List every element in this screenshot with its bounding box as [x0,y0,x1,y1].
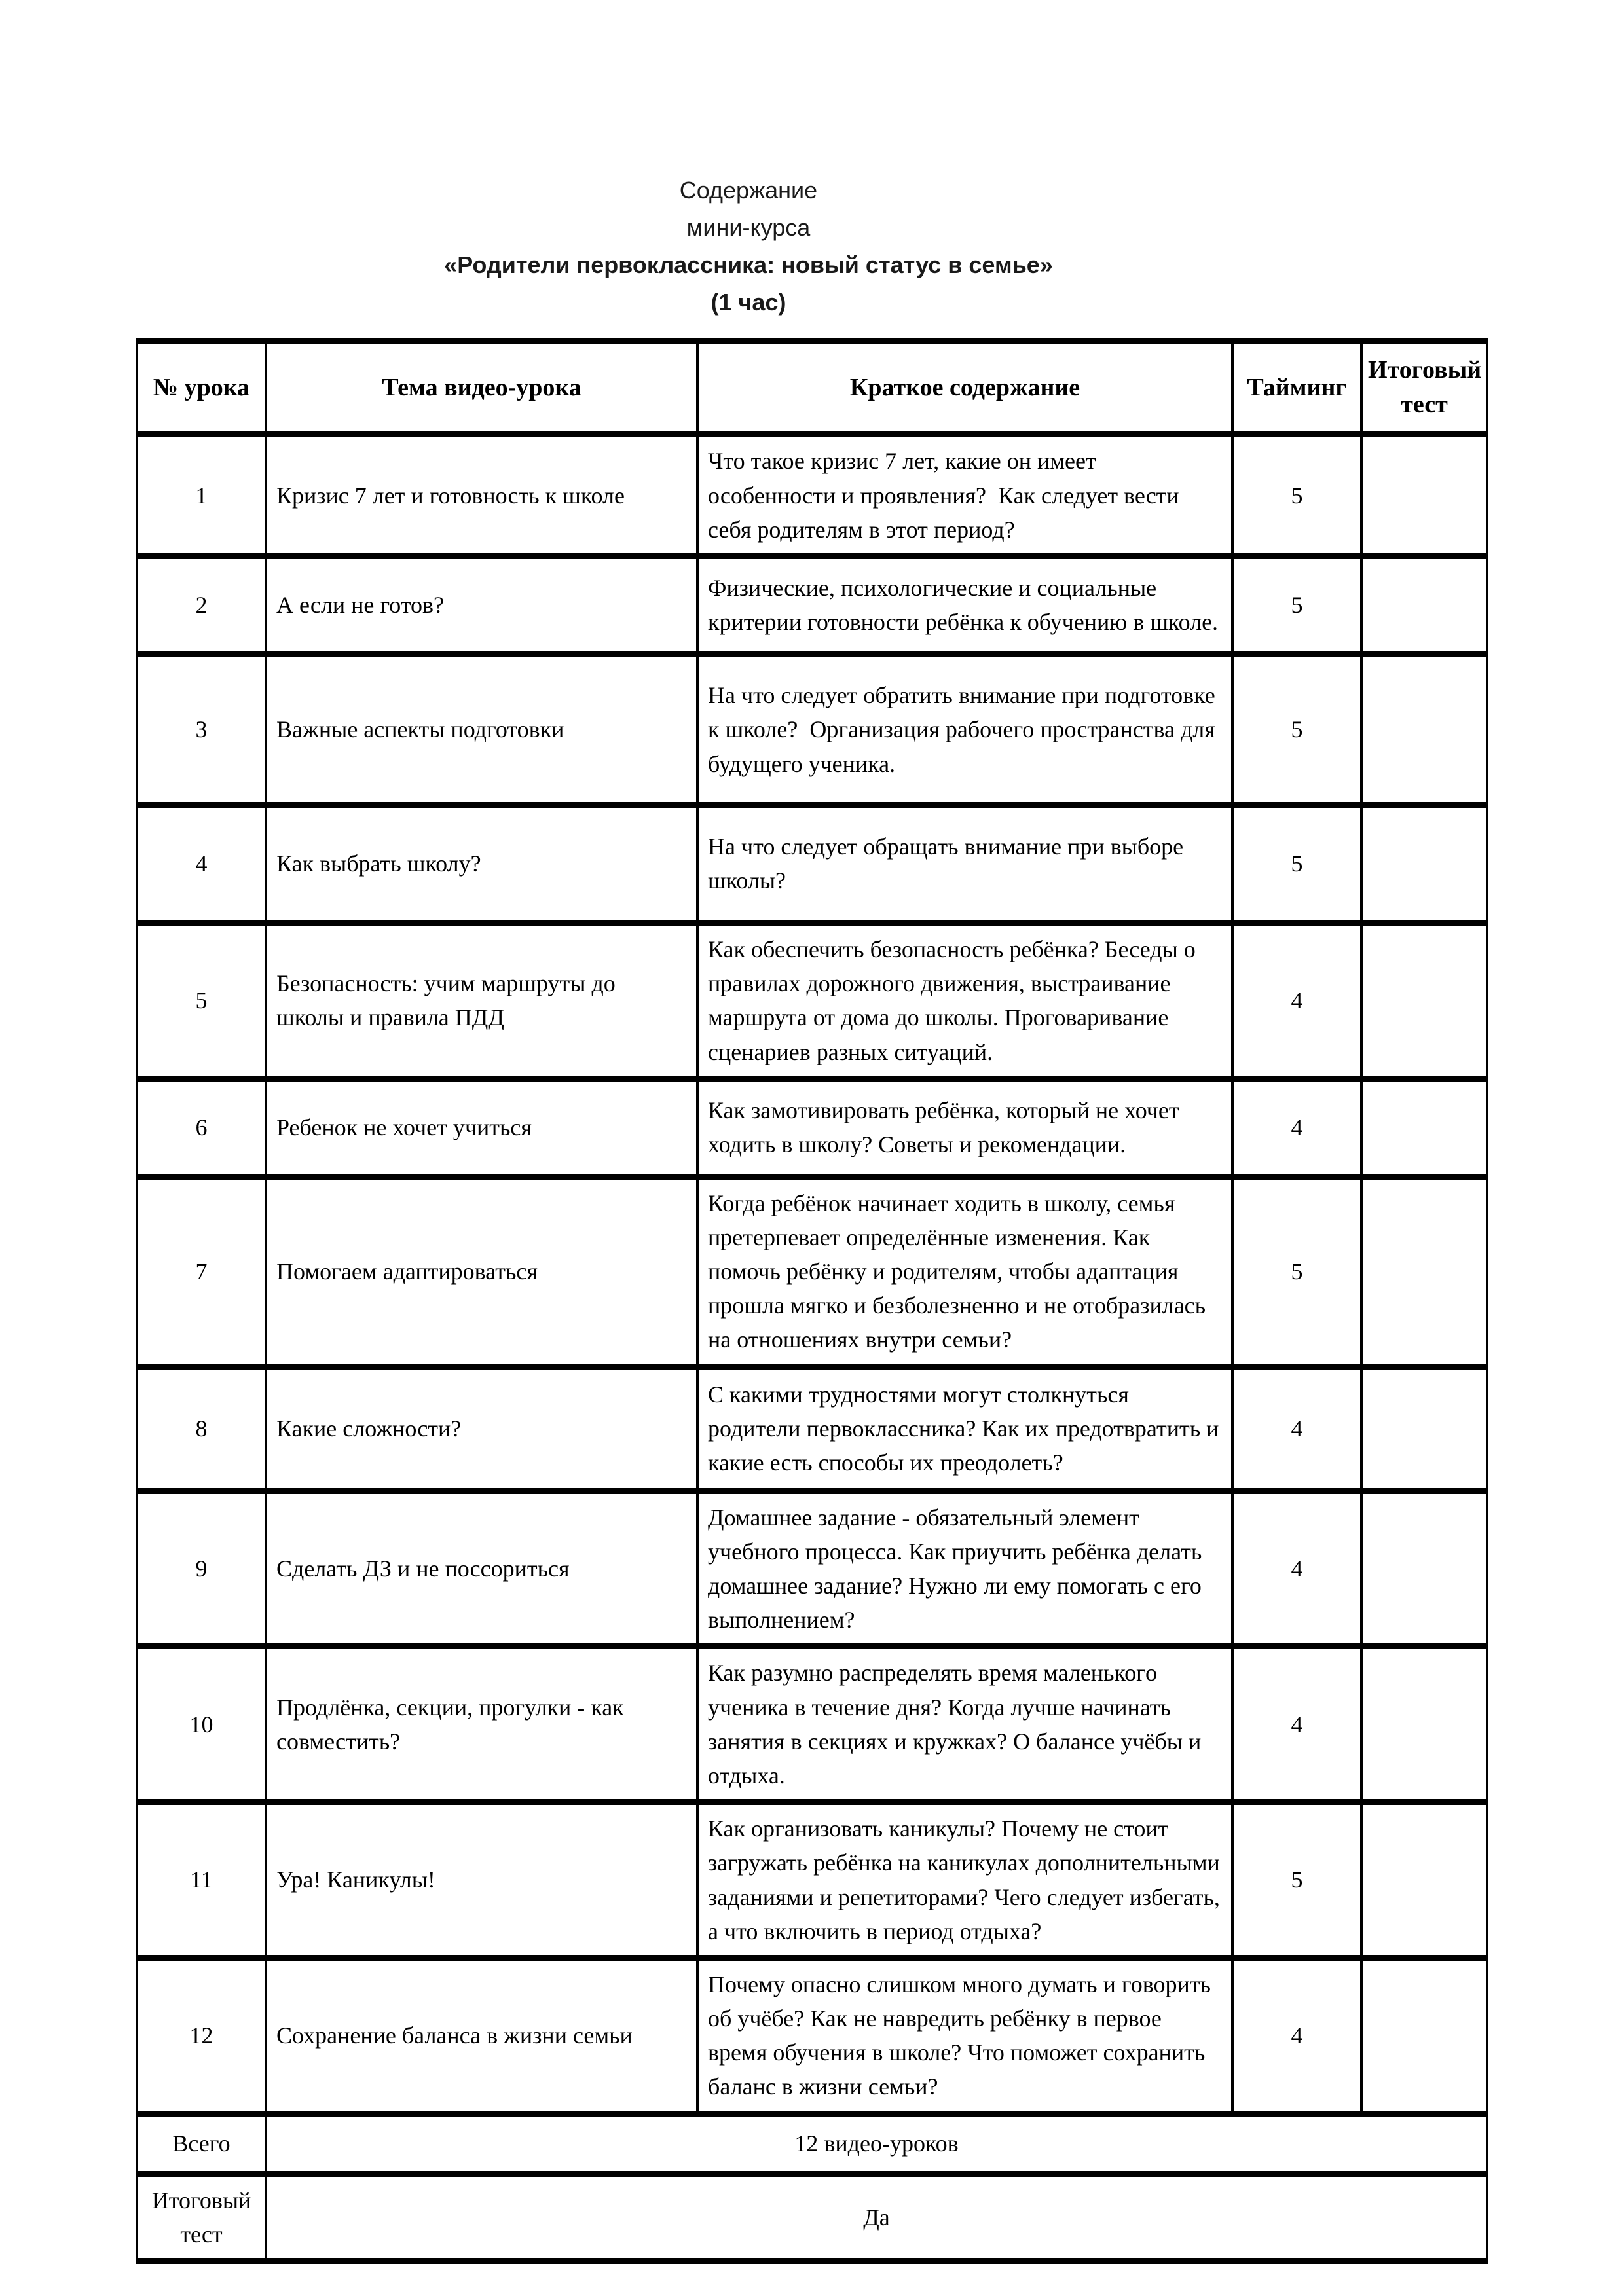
lesson-timing-cell: 4 [1232,922,1361,1078]
table-header [137,341,1487,435]
lesson-test-cell [1361,1958,1487,2113]
lesson-timing-cell: 5 [1232,805,1361,922]
table-row [137,1958,1487,2113]
lesson-summary-cell: Почему опасно слишком много думать и говорить об учёбе? Как не навредить ребёнку в первое время обучения в школе? Что поможет сохранить баланс в жизни семьи? [697,1958,1232,2113]
course-title: «Родители первоклассника: новый статус в семье» [444,251,1053,278]
lesson-timing-cell: 4 [1232,1958,1361,2113]
contents-table [136,338,1488,2264]
lesson-topic-cell: Сохранение баланса в жизни семьи [266,1958,697,2113]
lesson-number-cell: 8 [137,1366,266,1491]
table-row [137,805,1487,922]
lesson-number-cell: 4 [137,805,266,922]
lesson-topic-cell: Ребенок не хочет учиться [266,1078,697,1176]
lesson-timing-cell: 4 [1232,1647,1361,1802]
lesson-test-cell [1361,1078,1487,1176]
lesson-topic-cell: Важные аспекты подготовки [266,654,697,805]
lesson-topic-cell: Помогаем адаптироваться [266,1176,697,1366]
table-row [137,1647,1487,1802]
lesson-number-cell: 12 [137,1958,266,2113]
table-row [137,1802,1487,1958]
table-footer [137,2113,1487,2261]
table-row [137,435,1487,556]
lesson-test-cell [1361,1366,1487,1491]
lesson-summary-cell: Физические, психологические и социальные критерии готовности ребёнка к обучению в школе. [697,556,1232,654]
lesson-number-cell: 1 [137,435,266,556]
lesson-timing-cell: 4 [1232,1491,1361,1647]
lesson-topic-cell: А если не готов? [266,556,697,654]
total-label: Всего [137,2113,266,2174]
table-row [137,654,1487,805]
lesson-summary-cell: На что следует обращать внимание при выборе школы? [697,805,1232,922]
lesson-timing-cell: 4 [1232,1078,1361,1176]
lesson-test-cell [1361,1176,1487,1366]
table-row [137,556,1487,654]
lesson-summary-cell: Как разумно распределять время маленького ученика в течение дня? Когда лучше начинать занятия в секциях и кружках? О балансе учёбы и отдыха. [697,1647,1232,1802]
lesson-topic-cell: Кризис 7 лет и готовность к школе [266,435,697,556]
document-heading [0,172,1560,321]
lesson-timing-cell: 5 [1232,435,1361,556]
final-test-value: Да [266,2174,1487,2261]
lesson-test-cell [1361,1647,1487,1802]
heading-contents: Содержание [679,177,818,204]
lesson-summary-cell: Домашнее задание - обязательный элемент учебного процесса. Как приучить ребёнка делать домашнее задание? Нужно ли ему помогать с его выполнением? [697,1491,1232,1647]
lesson-timing-cell: 5 [1232,556,1361,654]
lesson-topic-cell: Какие сложности? [266,1366,697,1491]
header-summary: Краткое содержание [697,341,1232,435]
header-timing: Тайминг [1232,341,1361,435]
total-value: 12 видео-уроков [266,2113,1487,2174]
table-row [137,1491,1487,1647]
lesson-number-cell: 3 [137,654,266,805]
lesson-summary-cell: Что такое кризис 7 лет, какие он имеет особенности и проявления? Как следует вести себя родителям в этот период? [697,435,1232,556]
lesson-summary-cell: На что следует обратить внимание при подготовке к школе? Организация рабочего пространства для будущего ученика. [697,654,1232,805]
total-row [137,2113,1487,2174]
lesson-topic-cell: Ура! Каникулы! [266,1802,697,1958]
lesson-test-cell [1361,805,1487,922]
lesson-summary-cell: Когда ребёнок начинает ходить в школу, семья претерпевает определённые изменения. Как помочь ребёнку и родителям, чтобы адаптация прошла мягко и безболезненно и не отобразилась на отношениях внутри семьи? [697,1176,1232,1366]
lesson-number-cell: 5 [137,922,266,1078]
final-test-label: Итоговый тест [137,2174,266,2261]
lesson-number-cell: 11 [137,1802,266,1958]
lesson-test-cell [1361,922,1487,1078]
lesson-test-cell [1361,435,1487,556]
lesson-number-cell: 10 [137,1647,266,1802]
table-row [137,1078,1487,1176]
heading-minicourse: мини-курса [686,214,811,241]
lesson-summary-cell: Как обеспечить безопасность ребёнка? Беседы о правилах дорожного движения, выстраивание маршрута от дома до школы. Проговаривание сценариев разных ситуаций. [697,922,1232,1078]
lesson-topic-cell: Сделать ДЗ и не поссориться [266,1491,697,1647]
header-row [137,341,1487,435]
lesson-topic-cell: Как выбрать школу? [266,805,697,922]
table-row [137,922,1487,1078]
lesson-test-cell [1361,1802,1487,1958]
lesson-timing-cell: 5 [1232,654,1361,805]
lesson-summary-cell: Как организовать каникулы? Почему не стоит загружать ребёнка на каникулах дополнительными заданиями и репетиторами? Чего следует избегать, а что включить в период отдыха? [697,1802,1232,1958]
lesson-timing-cell: 5 [1232,1176,1361,1366]
lesson-summary-cell: С какими трудностями могут столкнуться родители первоклассника? Как их предотвратить и какие есть способы их преодолеть? [697,1366,1232,1491]
header-final-test: Итоговый тест [1361,341,1487,435]
lesson-timing-cell: 5 [1232,1802,1361,1958]
final-test-row [137,2174,1487,2261]
lesson-number-cell: 7 [137,1176,266,1366]
lesson-number-cell: 6 [137,1078,266,1176]
lesson-timing-cell: 4 [1232,1366,1361,1491]
table-row [137,1366,1487,1491]
header-lesson-number: № урока [137,341,266,435]
header-topic: Тема видео-урока [266,341,697,435]
lesson-number-cell: 9 [137,1491,266,1647]
lesson-test-cell [1361,1491,1487,1647]
lesson-test-cell [1361,556,1487,654]
lesson-summary-cell: Как замотивировать ребёнка, который не хочет ходить в школу? Советы и рекомендации. [697,1078,1232,1176]
lesson-topic-cell: Продлёнка, секции, прогулки - как совместить? [266,1647,697,1802]
course-duration: (1 час) [710,289,786,316]
lesson-test-cell [1361,654,1487,805]
lesson-number-cell: 2 [137,556,266,654]
table-body [137,435,1487,2113]
table-row [137,1176,1487,1366]
lesson-topic-cell: Безопасность: учим маршруты до школы и правила ПДД [266,922,697,1078]
